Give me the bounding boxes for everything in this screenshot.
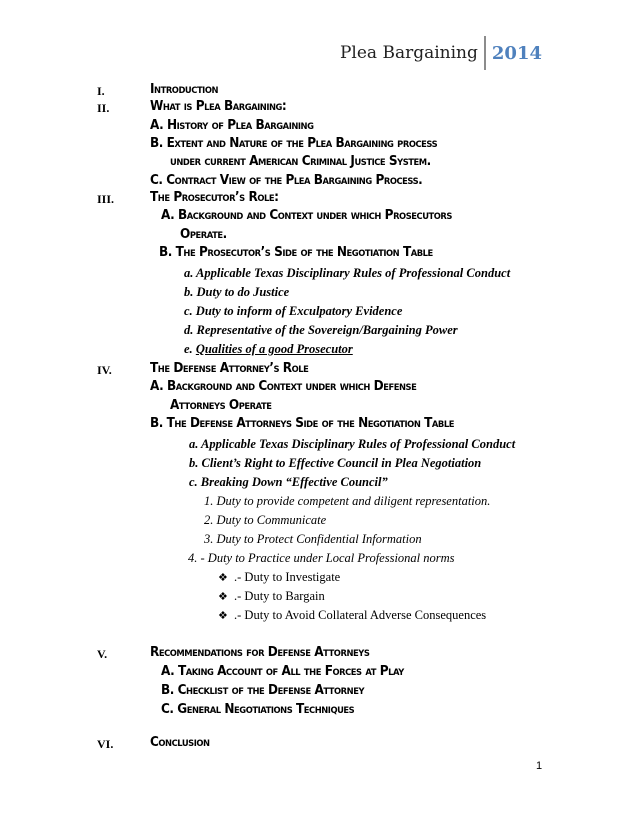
outline-subheading: B. The Defense Attorneys Side of the Negotiation Table [150, 416, 454, 431]
outline-subheading: B. Extent and Nature of the Plea Bargaining process [150, 136, 438, 151]
bullet-item-text: .- Duty to Avoid Collateral Adverse Consequences [234, 608, 487, 622]
outline-item-marker: e. [184, 342, 196, 356]
outline-item-text: Qualities of a good Prosecutor [195, 342, 353, 356]
outline-subheading-cont: under current American Criminal Justice System. [170, 154, 431, 169]
bullet-item [218, 570, 340, 585]
diamond-bullet-icon: ❖ [218, 610, 228, 622]
outline-number: II. [97, 101, 110, 115]
outline-subitem: 2. Duty to Communicate [204, 513, 327, 527]
outline-item: a. Applicable Texas Disciplinary Rules of Professional Conduct [184, 266, 511, 280]
outline-subheading: B. Checklist of the Defense Attorney [161, 683, 365, 698]
outline-item: c. Duty to inform of Exculpatory Evidence [184, 304, 403, 318]
outline-number: IV. [97, 363, 112, 377]
outline-heading: Conclusion [150, 735, 210, 750]
diamond-bullet-icon: ❖ [218, 572, 228, 584]
outline-subheading: C. Contract View of the Plea Bargaining Process. [150, 173, 423, 188]
outline-subheading: A. Taking Account of All the Forces at Play [161, 664, 404, 679]
outline-number: VI. [97, 737, 114, 751]
outline-item: c. Breaking Down “Effective Council” [189, 475, 388, 489]
outline-heading: The Prosecutor’s Role: [150, 190, 279, 205]
outline-heading: What is Plea Bargaining: [150, 99, 287, 114]
outline-subitem: 4. - Duty to Practice under Local Professional norms [188, 551, 455, 565]
outline-subheading: A. Background and Context under which Defense [150, 379, 417, 394]
outline-subitem: 3. Duty to Protect Confidential Information [204, 532, 422, 546]
outline-item: b. Client’s Right to Effective Council in Plea Negotiation [189, 456, 482, 470]
bullet-item [218, 608, 486, 623]
bullet-item-text: .- Duty to Bargain [234, 589, 325, 603]
header-year: 2014 [491, 42, 542, 64]
outline-item [184, 342, 353, 357]
outline-subheading: A. History of Plea Bargaining [150, 118, 314, 133]
outline-subheading: C. General Negotiations Techniques [161, 702, 355, 717]
outline-item: d. Representative of the Sovereign/Bargaining Power [184, 323, 458, 337]
outline-subheading: B. The Prosecutor’s Side of the Negotiation Table [159, 245, 433, 260]
outline-heading: Recommendations for Defense Attorneys [150, 645, 370, 660]
outline-number: I. [97, 84, 105, 98]
diamond-bullet-icon: ❖ [218, 591, 228, 603]
header-title: Plea Bargaining [339, 43, 478, 63]
outline-subheading: A. Background and Context under which Prosecutors [161, 208, 452, 223]
outline-number: V. [97, 647, 108, 661]
bullet-item-text: .- Duty to Investigate [234, 570, 341, 584]
outline-item: b. Duty to do Justice [184, 285, 290, 299]
page-number: 1 [536, 760, 543, 772]
outline-number: III. [97, 192, 115, 206]
outline-subheading-cont: Operate. [180, 227, 227, 242]
outline-subitem: 1. Duty to provide competent and diligent representation. [204, 494, 491, 508]
outline-subheading-cont: Attorneys Operate [170, 398, 272, 413]
outline-heading: Introduction [150, 82, 219, 97]
outline-heading: The Defense Attorney’s Role [150, 361, 309, 376]
outline-item: a. Applicable Texas Disciplinary Rules of Professional Conduct [189, 437, 516, 451]
bullet-item [218, 589, 325, 604]
